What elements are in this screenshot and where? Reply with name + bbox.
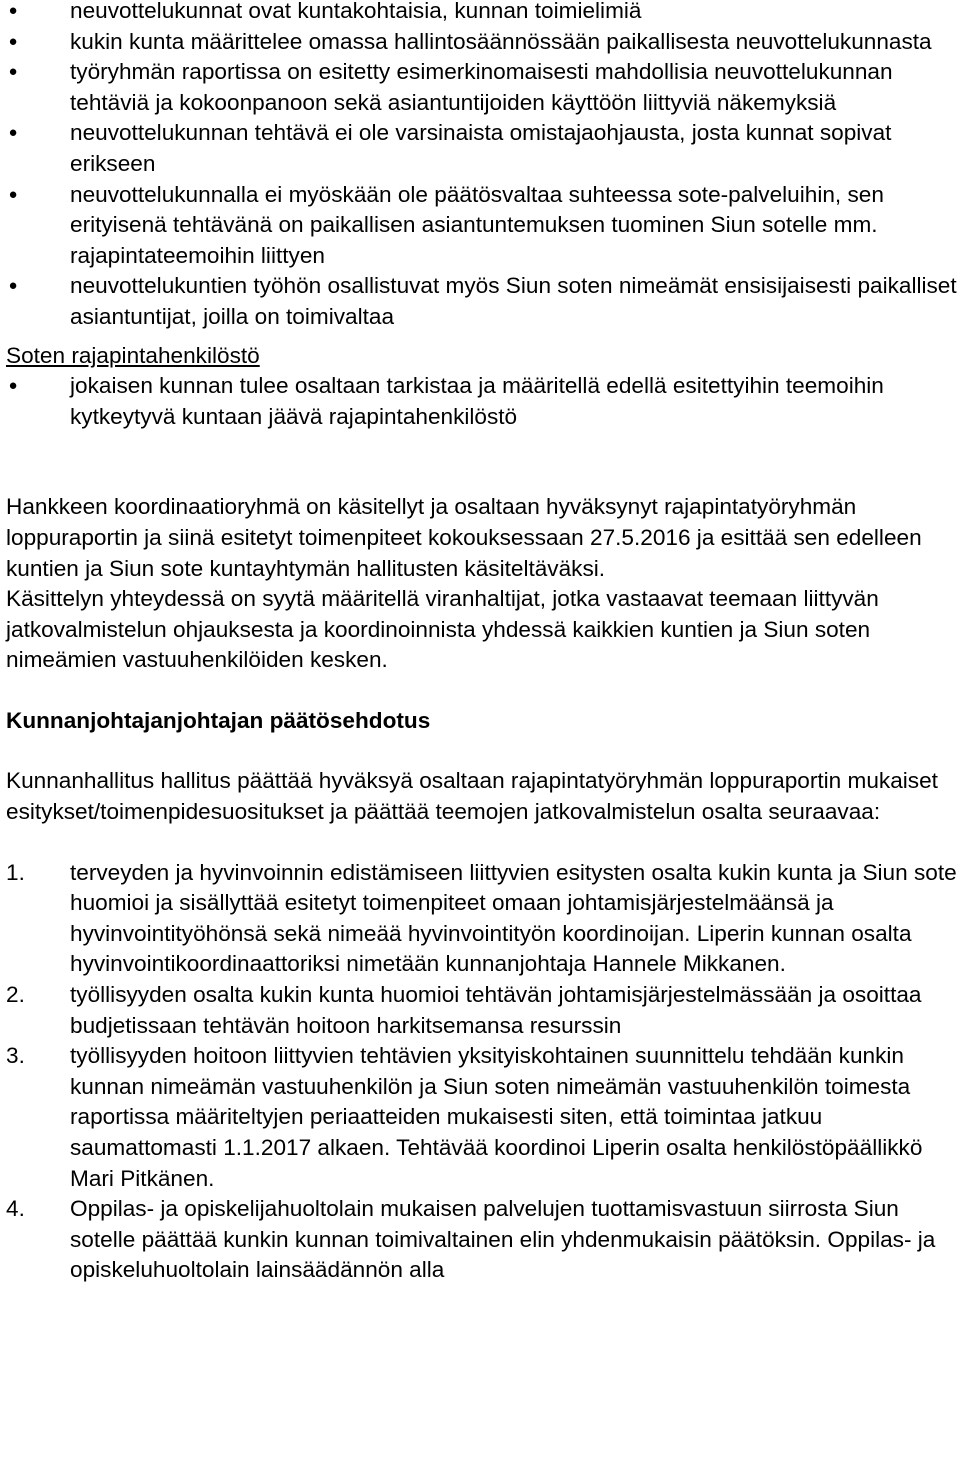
proposal-heading: Kunnanjohtajanjohtajan päätösehdotus xyxy=(6,707,431,733)
bullet-icon: ● xyxy=(8,2,18,19)
numbered-item xyxy=(6,1194,958,1286)
list-item-text: kukin kunta määrittelee omassa hallintosäännössään paikallisesta neuvottelukunnasta xyxy=(70,28,932,54)
item-number: 4. xyxy=(6,1196,25,1222)
list-item xyxy=(6,271,958,332)
numbered-item xyxy=(6,1041,958,1194)
list-item-text: neuvottelukuntien työhön osallistuvat myös Siun soten nimeämät ensisijaisesti paikalliset asiantuntijat, joilla on toimivaltaa xyxy=(70,273,957,329)
list-item xyxy=(6,0,958,27)
numbered-item xyxy=(6,980,958,1041)
document-page xyxy=(6,0,958,1286)
list-item xyxy=(6,57,958,118)
bullet-icon: ● xyxy=(8,32,18,50)
item-text: työllisyyden hoitoon liittyvien tehtävien yksityiskohtainen suunnittelu tehdään kunkin kunnan nimeämän vastuuhenkilön ja Siun soten nimeämän vastuuhenkilön toimesta raportissa määriteltyjen periaatteiden mukaisesti siten, että toimintaa jatkuu saumattomasti 1.1.2017 alkaen. Tehtävää koordinoi Liperin osalta henkilöstöpäällikkö Mari Pitkänen. xyxy=(70,1043,923,1191)
bullet-list-top xyxy=(6,0,958,333)
bullet-icon: ● xyxy=(8,124,18,142)
list-item-text: jokaisen kunnan tulee osaltaan tarkistaa ja määritellä edellä esitettyihin teemoihin kytkeytyvä kuntaan jäävä rajapintahenkilöstö xyxy=(70,373,884,429)
paragraph-processing: Käsittelyn yhteydessä on syytä määritellä viranhaltijat, jotka vastaavat teemaan liittyvän jatkovalmistelun ohjauksesta ja koordinoinnista yhdessä kaikkien kuntien ja Siun soten nimeämien vastuuhenkilöiden kesken. xyxy=(6,586,879,673)
list-item xyxy=(6,118,958,179)
numbered-list xyxy=(6,858,958,1286)
list-item-text: työryhmän raportissa on esitetty esimerkinomaisesti mahdollisia neuvottelukunnan tehtäviä ja kokoonpanoon sekä asiantuntijoiden käyttöön liittyviä näkemyksiä xyxy=(70,59,893,115)
bullet-icon: ● xyxy=(8,277,18,295)
item-text: Oppilas- ja opiskelijahuoltolain mukaisen palvelujen tuottamisvastuun siirrosta Siun sotelle päättää kunkin kunnan toimivaltainen elin yhdenmukaisin päätöksin. Oppilas- ja opiskeluhuoltolain lainsäädännön alla xyxy=(70,1196,936,1283)
numbered-item xyxy=(6,858,958,980)
bullet-icon: ● xyxy=(8,377,18,395)
list-item xyxy=(6,371,958,432)
bullet-icon: ● xyxy=(8,63,18,81)
item-number: 1. xyxy=(6,859,25,885)
item-number: 2. xyxy=(6,982,25,1008)
list-item-text: neuvottelukunnat ovat kuntakohtaisia, kunnan toimielimiä xyxy=(70,0,642,23)
list-item xyxy=(6,180,958,272)
item-text: terveyden ja hyvinvoinnin edistämiseen liittyvien esitysten osalta kukin kunta ja Siun sote huomioi ja sisällyttää esitetyt toimenpiteet omaan johtamisjärjestelmäänsä ja hyvinvointityöhönsä sekä nimeää hyvinvointityön koordinoijan. Liperin kunnan osalta hyvinvointikoordinaattoriksi nimetään kunnanjohtaja Hannele Mikkanen. xyxy=(70,859,957,977)
list-item xyxy=(6,27,958,58)
paragraph-coordination: Hankkeen koordinaatioryhmä on käsitellyt ja osaltaan hyväksynyt rajapintatyöryhmän loppuraportin ja siinä esitetyt toimenpiteet kokouksessaan 27.5.2016 ja esittää sen edelleen kuntien ja Siun sote kuntayhtymän hallitusten käsiteltäväksi. xyxy=(6,494,922,581)
list-item-text: neuvottelukunnalla ei myöskään ole päätösvaltaa suhteessa sote-palveluihin, sen erityisenä tehtävänä on paikallisen asiantuntemuksen tuominen Siun sotelle mm. rajapintateemoihin liittyen xyxy=(70,181,884,268)
item-text: työllisyyden osalta kukin kunta huomioi tehtävän johtamisjärjestelmässään ja osoittaa budjetissaan tehtävän hoitoon harkitsemansa resurssin xyxy=(70,982,922,1038)
item-number: 3. xyxy=(6,1043,25,1069)
proposal-intro: Kunnanhallitus hallitus päättää hyväksyä osaltaan rajapintatyöryhmän loppuraportin mukaiset esitykset/toimenpidesuositukset ja päättää teemojen jatkovalmistelun osalta seuraavaa: xyxy=(6,768,938,825)
section-title-rajapinta: Soten rajapintahenkilöstö xyxy=(6,342,260,368)
list-item-text: neuvottelukunnan tehtävä ei ole varsinaista omistajaohjausta, josta kunnat sopivat erikseen xyxy=(70,120,892,176)
bullet-icon: ● xyxy=(8,185,18,203)
